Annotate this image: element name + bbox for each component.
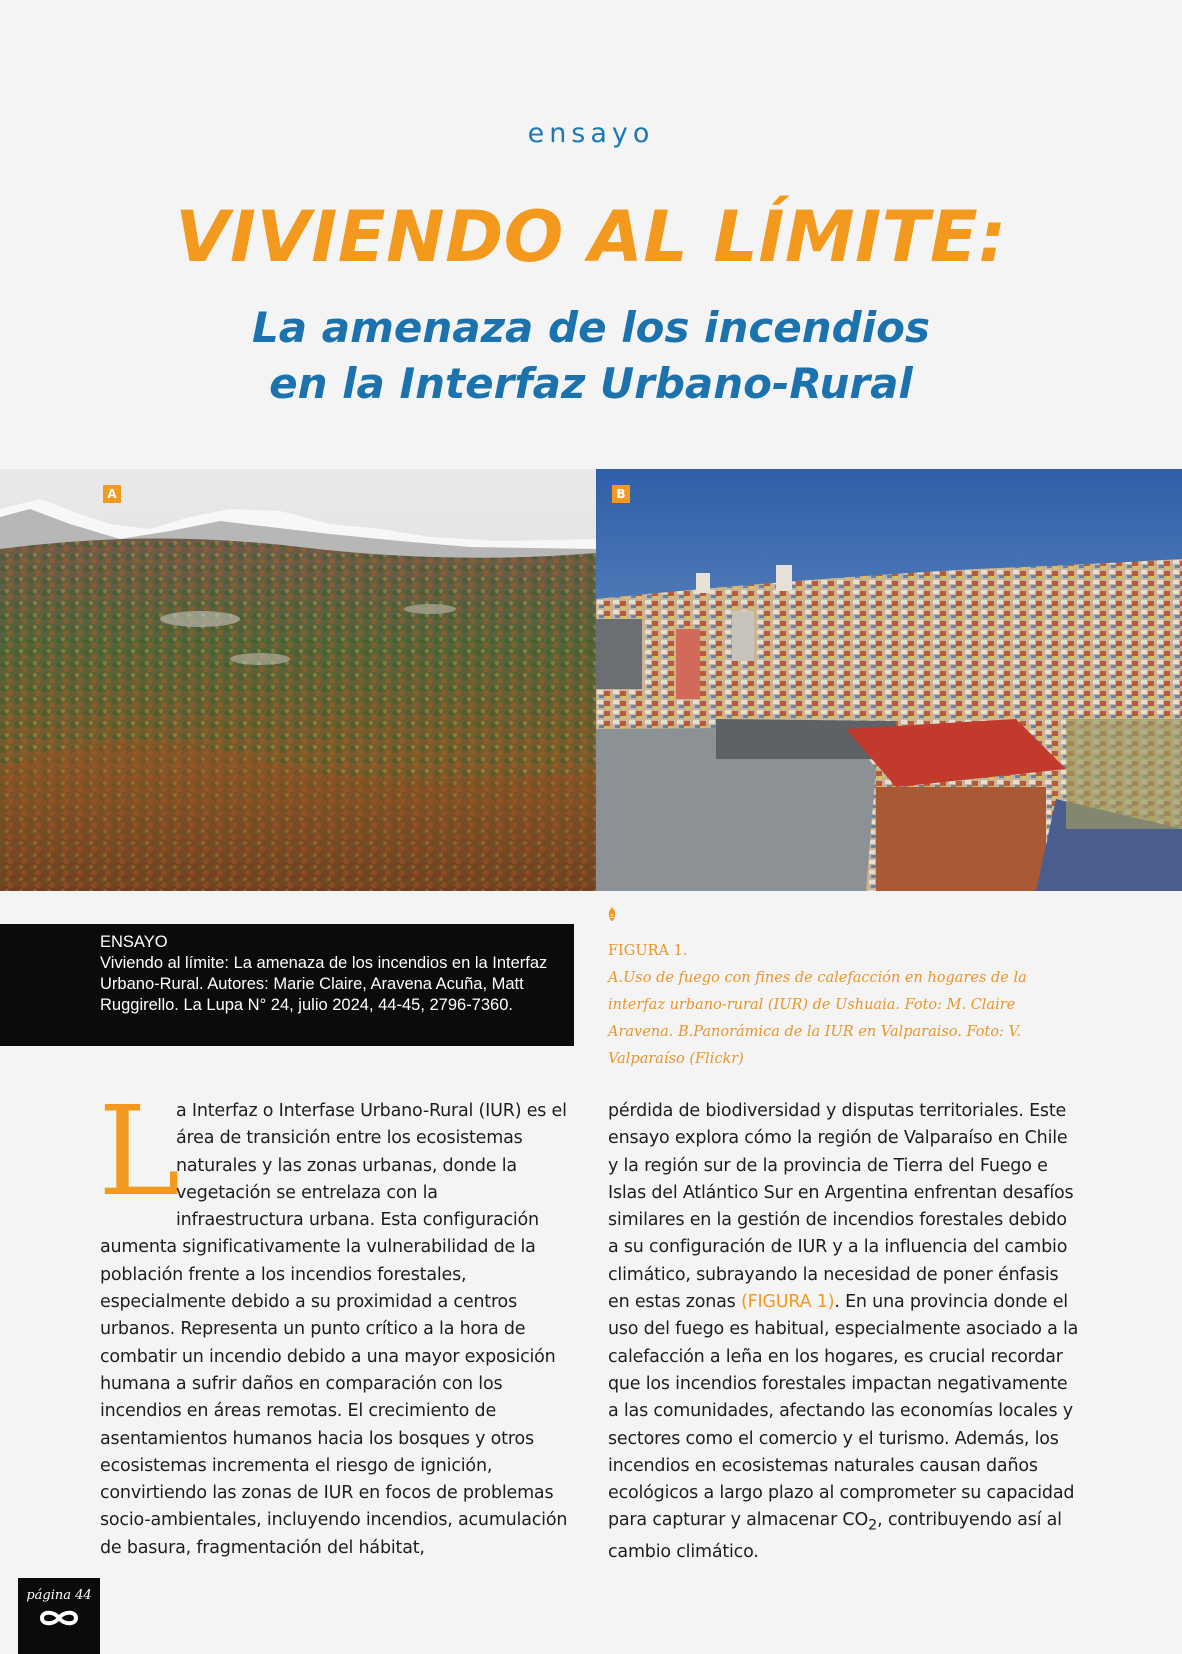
- article-text-part-3: , contribuyendo así al cambio climático.: [608, 1510, 1062, 1563]
- figure-caption-text: A.Uso de fuego con fines de calefacción en hogares de la interfaz urbano-rural (IUR) de Ushuaia. Foto: M. Claire Aravena. B.Panorámica de la IUR en Valparaiso. Foto: V. Valparaíso (Flickr): [608, 970, 1027, 1067]
- drop-cap: L: [98, 1080, 181, 1224]
- page-number: página 44: [26, 1588, 92, 1603]
- article-paragraph-left: a Interfaz o Interfase Urbano-Rural (IUR) es el área de transición entre los ecosistemas naturales y las zonas urbanas, donde la vegetación se entrelaza con la infraestructura urbana. Esta configuración aumenta significativamente la vulnerabilidad de la población frente a los incendios forestales, especialmente debido a su proximidad a centros urbanos. Representa un punto crítico a la hora de combatir un incendio debido a una mayor exposición humana a sufrir daños en comparación con los incendios en áreas remotas. El crecimiento de asentamientos humanos hacia los bosques y otros ecosistemas incrementa el riesgo de ignición, convirtiendo las zonas de IUR en focos de problemas socio-ambientales, incluyendo incendios, acumulación de basura, fragmentación del hábitat,: [100, 1101, 568, 1558]
- article-column-right: [608, 1098, 1080, 1567]
- figure-caption: [608, 938, 1048, 1073]
- citation-heading: ENSAYO: [100, 933, 168, 951]
- page-subtitle: [0, 300, 1182, 412]
- forest-photo-illustration: [0, 469, 596, 891]
- subtitle-line-2: en la Interfaz Urbano-Rural: [269, 359, 913, 408]
- citation-text: Viviendo al límite: La amenaza de los incendios en la Interfaz Urbano-Rural. Autores: Marie Claire, Aravena Acuña, Matt Ruggirello. La Lupa N° 24, julio 2024, 44-45, 2796-7360.: [100, 954, 548, 1014]
- citation-box: [0, 924, 574, 1046]
- figure-reference-link[interactable]: (FIGURA 1): [740, 1292, 835, 1313]
- article-text-part-2: . En una provincia donde el uso del fuego es habitual, especialmente asociado a la calefacción a leña en los hogares, es crucial recordar que los incendios forestales impactan negativamente a las comunidades, afectando las economías locales y sectores como el comercio y el turismo. Además, los incendios en ecosistemas naturales causan daños ecológicos a largo plazo al comprometer su capacidad para capturar y almacenar CO: [608, 1292, 1079, 1531]
- article-column-left: [98, 1080, 570, 1562]
- subtitle-line-1: La amenaza de los incendios: [252, 303, 930, 352]
- section-label: ensayo: [527, 118, 655, 149]
- infinity-logo-icon: [36, 1609, 82, 1627]
- photo-b-label: B: [612, 485, 630, 503]
- photo-valparaiso-panorama: [596, 469, 1182, 891]
- photo-a-label: A: [103, 485, 121, 503]
- article-paragraph-right: [608, 1098, 1080, 1567]
- flame-icon: [608, 907, 616, 921]
- photo-ushuaia-forest: [0, 469, 596, 891]
- article-text-part-1: pérdida de biodiversidad y disputas territoriales. Este ensayo explora cómo la región de Valparaíso en Chile y la región sur de la provincia de Tierra del Fuego e Islas del Atlántico Sur en Argentina enfrentan desafíos similares en la gestión de incendios forestales debido a su configuración de IUR y a la influencia del cambio climático, subrayando la necesidad de poner énfasis en estas zonas: [608, 1101, 1074, 1313]
- co2-subscript: 2: [868, 1516, 878, 1534]
- figure-title: FIGURA 1.: [608, 943, 688, 959]
- city-photo-illustration: [596, 469, 1182, 891]
- page-title: VIVIENDO AL LÍMITE:: [175, 196, 1007, 278]
- page-number-tag: [18, 1578, 100, 1654]
